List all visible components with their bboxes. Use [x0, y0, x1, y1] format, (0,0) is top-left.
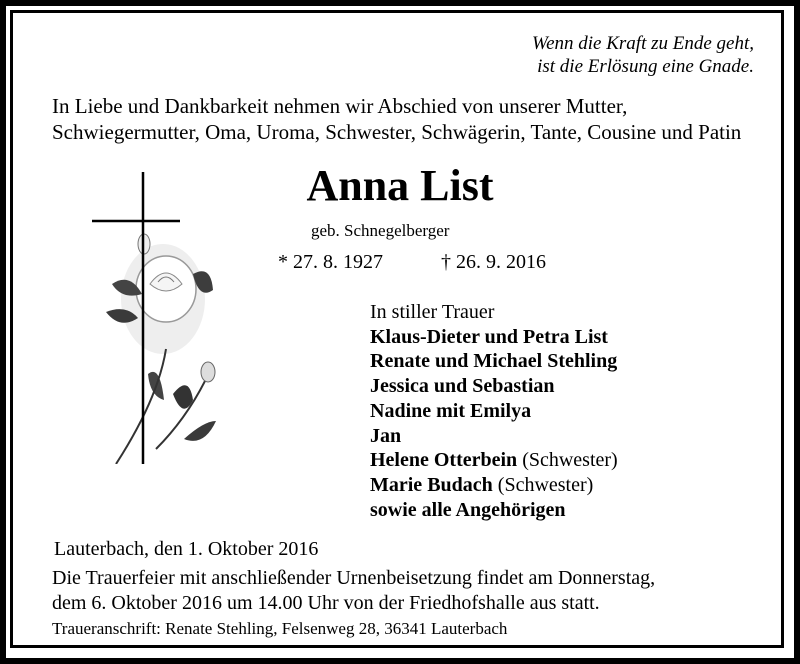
ceremony-line: Die Trauerfeier mit anschließender Urnenbeisetzung findet am Donnerstag, — [52, 567, 656, 589]
mourning-address: Traueranschrift: Renate Stehling, Felsenweg 28, 36341 Lauterbach — [52, 619, 508, 638]
mourner: Renate und Michael Stehling — [370, 350, 618, 373]
mourner: sowie alle Angehörigen — [370, 498, 566, 521]
intro-line: In Liebe und Dankbarkeit nehmen wir Abschied von unserer Mutter, — [52, 94, 628, 118]
motto — [532, 32, 754, 78]
motto-line: ist die Erlösung eine Gnade. — [537, 56, 754, 77]
place-date: Lauterbach, den 1. Oktober 2016 — [54, 538, 319, 560]
ceremony-line: dem 6. Oktober 2016 um 14.00 Uhr von der Friedhofshalle aus statt. — [52, 592, 600, 614]
mourner: Klaus-Dieter und Petra List — [370, 325, 608, 348]
mourner: Nadine mit Emilya — [370, 399, 532, 422]
intro-line: Schwiegermutter, Oma, Uroma, Schwester, Schwägerin, Tante, Cousine und Patin — [52, 120, 742, 144]
mourners-heading: In stiller Trauer — [370, 301, 495, 323]
mourners-list — [370, 300, 618, 522]
motto-line: Wenn die Kraft zu Ende geht, — [532, 33, 754, 54]
death-date: † 26. 9. 2016 — [441, 251, 546, 273]
deceased-name: Anna List — [306, 161, 494, 210]
birth-name: geb. Schnegelberger — [311, 221, 450, 240]
mourner: Marie Budach (Schwester) — [370, 473, 594, 496]
mourner: Jan — [370, 424, 402, 447]
mourner: Jessica und Sebastian — [370, 375, 555, 398]
rose-icon — [106, 234, 216, 464]
birth-date: * 27. 8. 1927 — [278, 251, 383, 273]
footer-text — [54, 537, 655, 616]
intro-text — [52, 93, 741, 145]
mourner: Helene Otterbein (Schwester) — [370, 449, 618, 472]
cross-rose-image — [88, 164, 238, 464]
